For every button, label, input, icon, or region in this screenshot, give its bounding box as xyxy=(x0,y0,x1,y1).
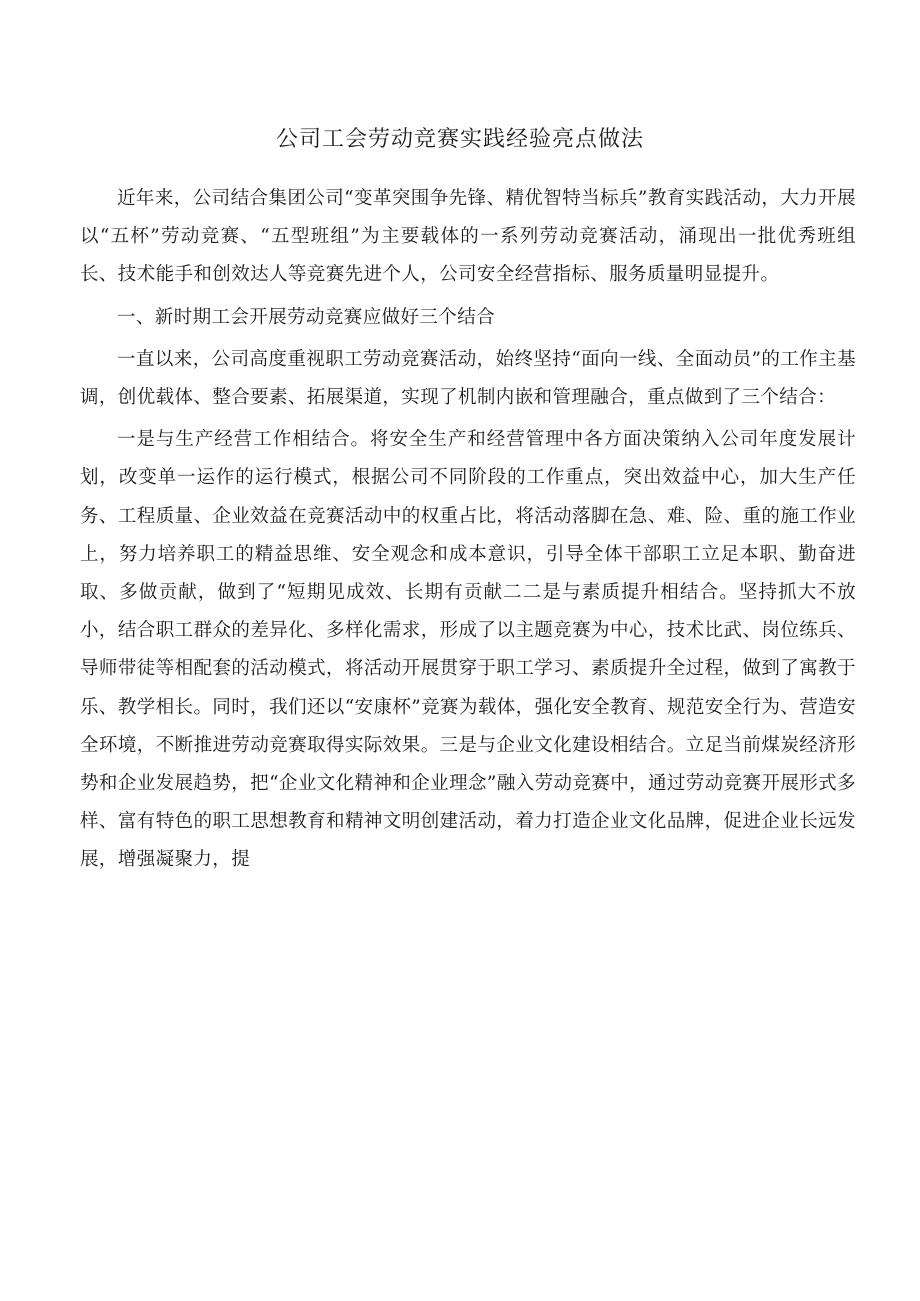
section-heading-1: 一、新时期工会开展劳动竞赛应做好三个结合 xyxy=(117,306,496,328)
paragraph-three-combinations: 一是与生产经营工作相结合。将安全生产和经营管理中各方面决策纳入公司年度发展计划，改变单一运作的运行模式，根据公司不同阶段的工作重点，突出效益中心，加大生产任务、工程质量、企业效益在竞赛活动中的权重占比，将活动落脚在急、难、险、重的施工作业上，努力培养职工的精益思维、安全观念和成本意识，引导全体干部职工立足本职、勤奋进取、多做贡献，做到了“短期见成效、长期有贡献二二是与素质提升相结合。坚持抓大不放小，结合职工群众的差异化、多样化需求，形成了以主题竞赛为中心，技术比武、岗位练兵、导师带徒等相配套的活动模式，将活动开展贯穿于职工学习、素质提升全过程，做到了寓教于乐、教学相长。同时，我们还以“安康杯”竞赛为载体，强化安全教育、规范安全行为、营造安全环境，不断推进劳动竞赛取得实际效果。三是与企业文化建设相结合。立足当前煤炭经济形势和企业发展趋势，把“企业文化精神和企业理念”融入劳动竞赛中，通过劳动竞赛开展形式多样、富有特色的职工思想教育和精神文明创建活动，着力打造企业文化品牌，促进企业长远发展，增强凝聚力，提 xyxy=(80,429,856,871)
document-body xyxy=(80,180,856,880)
paragraph-intro: 近年来，公司结合集团公司“变革突围争先锋、精优智特当标兵”教育实践活动，大力开展以“五杯”劳动竞赛、“五型班组”为主要载体的一系列劳动竞赛活动，涌现出一批优秀班组长、技术能手和创效达人等竞赛先进个人，公司安全经营指标、服务质量明显提升。 xyxy=(80,188,856,286)
paragraph-overview: 一直以来，公司高度重视职工劳动竞赛活动，始终坚持“面向一线、全面动员”的工作主基调，创优载体、整合要素、拓展渠道，实现了机制内嵌和管理融合，重点做到了三个结合： xyxy=(80,348,856,409)
document-title: 公司工会劳动竞赛实践经验亮点做法 xyxy=(275,127,644,152)
